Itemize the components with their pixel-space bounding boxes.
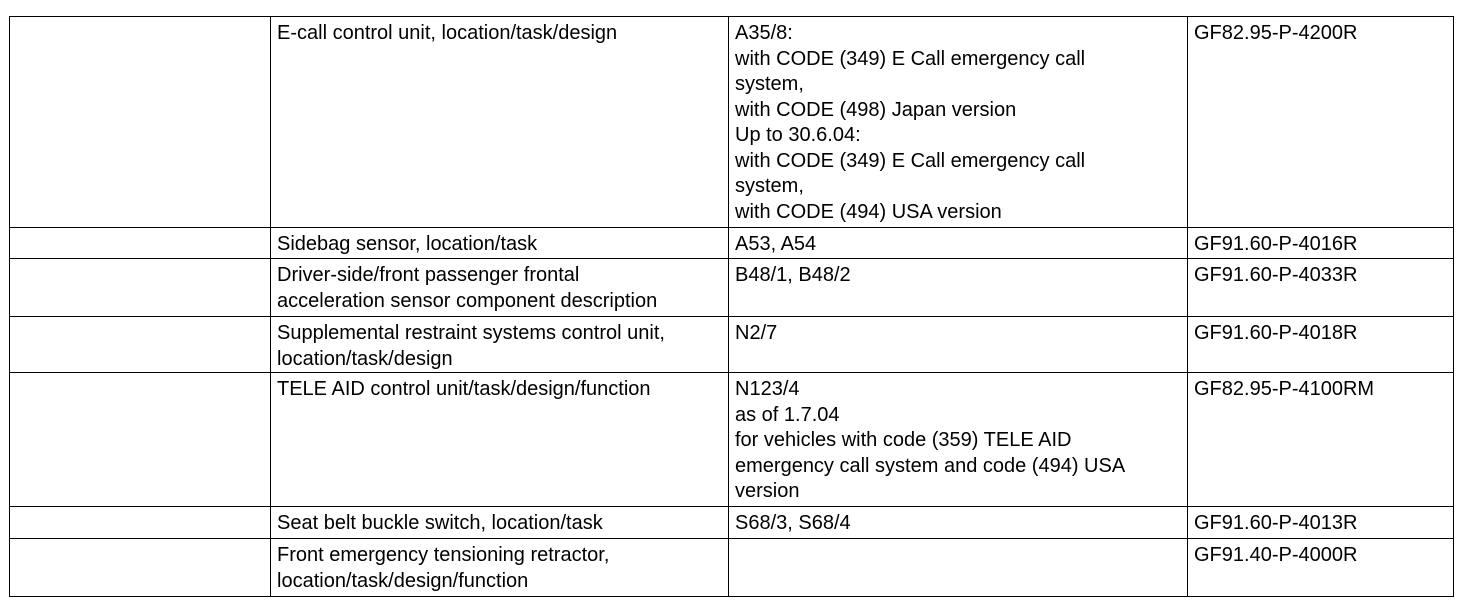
table-row bbox=[10, 317, 1454, 373]
document-cell bbox=[1188, 539, 1454, 597]
document-number: GF91.40-P-4000R bbox=[1194, 544, 1358, 566]
document-number: GF91.60-P-4013R bbox=[1194, 512, 1358, 534]
description-text: Driver-side/front passenger frontal bbox=[277, 264, 580, 286]
document-cell bbox=[1188, 507, 1454, 539]
description-text: location/task/design/function bbox=[277, 569, 529, 592]
component-text: N2/7 bbox=[735, 322, 778, 344]
description-cell bbox=[271, 228, 729, 259]
table-row bbox=[10, 507, 1454, 539]
component-text: with CODE (498) Japan version bbox=[735, 98, 1017, 121]
description-text: TELE AID control unit/task/design/function bbox=[277, 378, 651, 400]
component-text: N123/4 bbox=[735, 378, 800, 400]
component-cell bbox=[729, 317, 1188, 373]
component-cell bbox=[729, 228, 1188, 259]
empty-cell bbox=[10, 373, 271, 507]
table-row bbox=[10, 373, 1454, 507]
description-cell bbox=[271, 507, 729, 539]
component-cell bbox=[729, 17, 1188, 228]
empty-cell bbox=[10, 228, 271, 259]
description-cell bbox=[271, 17, 729, 228]
component-cell bbox=[729, 507, 1188, 539]
component-text: for vehicles with code (359) TELE AID bbox=[735, 429, 1072, 451]
component-cell bbox=[729, 373, 1188, 507]
description-text: E-call control unit, location/task/design bbox=[277, 22, 618, 44]
description-cell bbox=[271, 373, 729, 507]
component-text: system, bbox=[735, 175, 804, 197]
component-text: with CODE (349) E Call emergency call bbox=[735, 47, 1086, 70]
component-text: version bbox=[735, 480, 800, 502]
description-text: Supplemental restraint systems control unit, bbox=[277, 322, 665, 344]
table-body bbox=[10, 17, 1454, 597]
document-number: GF91.60-P-4033R bbox=[1194, 264, 1358, 286]
description-text: Front emergency tensioning retractor, bbox=[277, 544, 610, 566]
document-number: GF82.95-P-4100RM bbox=[1194, 378, 1375, 400]
description-cell bbox=[271, 317, 729, 373]
document-cell bbox=[1188, 317, 1454, 373]
component-text: as of 1.7.04 bbox=[735, 403, 840, 426]
description-cell bbox=[271, 539, 729, 597]
empty-cell bbox=[10, 17, 271, 228]
document-cell bbox=[1188, 373, 1454, 507]
component-text: with CODE (349) E Call emergency call bbox=[735, 149, 1086, 172]
description-text: acceleration sensor component description bbox=[277, 289, 658, 312]
table-row bbox=[10, 259, 1454, 317]
table-row bbox=[10, 17, 1454, 228]
empty-cell bbox=[10, 507, 271, 539]
document-number: GF82.95-P-4200R bbox=[1194, 22, 1358, 44]
table-row bbox=[10, 228, 1454, 259]
component-text: A53, A54 bbox=[735, 233, 817, 255]
description-text: Sidebag sensor, location/task bbox=[277, 233, 538, 255]
component-text: emergency call system and code (494) USA bbox=[735, 454, 1126, 477]
component-cell bbox=[729, 539, 1188, 597]
document-cell bbox=[1188, 17, 1454, 228]
description-cell bbox=[271, 259, 729, 317]
description-text: location/task/design bbox=[277, 347, 453, 370]
component-text: Up to 30.6.04: bbox=[735, 124, 861, 146]
document-number: GF91.60-P-4016R bbox=[1194, 233, 1358, 255]
document-cell bbox=[1188, 259, 1454, 317]
component-text: A35/8: bbox=[735, 22, 793, 44]
component-text: S68/3, S68/4 bbox=[735, 512, 851, 534]
empty-cell bbox=[10, 539, 271, 597]
document-cell bbox=[1188, 228, 1454, 259]
description-text: Seat belt buckle switch, location/task bbox=[277, 512, 603, 534]
empty-cell bbox=[10, 317, 271, 373]
component-text: B48/1, B48/2 bbox=[735, 264, 851, 286]
component-text: with CODE (494) USA version bbox=[735, 200, 1002, 223]
component-reference-table bbox=[9, 16, 1454, 597]
document-number: GF91.60-P-4018R bbox=[1194, 322, 1358, 344]
table-row bbox=[10, 539, 1454, 597]
component-text: system, bbox=[735, 73, 804, 95]
empty-cell bbox=[10, 259, 271, 317]
component-cell bbox=[729, 259, 1188, 317]
